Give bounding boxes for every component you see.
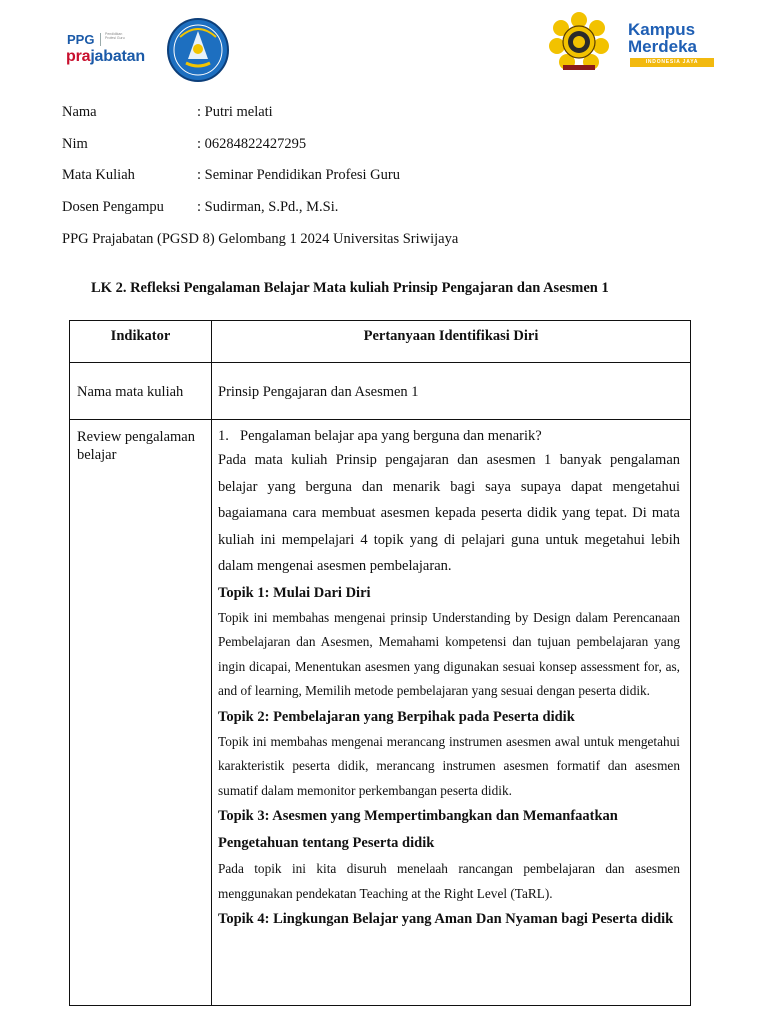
row-divider	[70, 419, 690, 420]
header-pertanyaan: Pertanyaan Identifikasi Diri	[363, 328, 539, 344]
column-divider	[211, 321, 212, 1005]
topic2-text: Topik ini membahas mengenai merancang instrumen asesmen awal untuk mengetahui karakteristik peserta didik, merancang instrumen asesmen formatif dan asesmen sumatif dalam memonitor perkembangan peserta didik.	[218, 733, 680, 798]
row2-answer	[218, 425, 680, 932]
topic3-title: Topik 3: Asesmen yang Mempertimbangkan dan Memanfaatkan Pengetahuan tentang Peserta didik	[218, 808, 618, 851]
km-logo-line1: Kampus	[628, 20, 696, 39]
question	[218, 425, 680, 447]
question-number: 1.	[218, 428, 229, 444]
row-divider	[70, 362, 690, 363]
topic3-text: Pada topik ini kita disuruh menelaah rancangan pembelajaran dan asesmen menggunakan pendekatan Teaching at the Right Level (TaRL).	[218, 861, 680, 901]
tut-wuri-handayani-logo	[166, 17, 230, 83]
km-logo-band	[630, 58, 714, 67]
ppg-logo-jabatan: jabatan	[90, 48, 145, 65]
topic2-title: Topik 2: Pembelajaran yang Berpihak pada Peserta didik	[218, 708, 575, 725]
topic1-text: Topik ini membahas mengenai prinsip Understanding by Design dalam Perencanaan Pembelajaran dan Asesmen, Memahami kompetensi dan tujuan pembelajaran yang ingin dicapai, Menentukan asesmen yang digunakan sesuai konsep assessment for, as, and of learning, Memilih metode pembelajaran yang sesuai dengan peserta didik.	[218, 609, 680, 698]
document-title: LK 2. Refleksi Pengalaman Belajar Mata kuliah Prinsip Pengajaran dan Asesmen 1	[91, 280, 609, 296]
ppg-logo-top: PPG	[67, 32, 95, 47]
reflection-table	[69, 320, 691, 1006]
info-value-nim: : 06284822427295	[197, 136, 307, 152]
info-value-mata-kuliah: : Seminar Pendidikan Profesi Guru	[197, 167, 400, 183]
topic4-title: Topik 4: Lingkungan Belajar yang Aman Dan Nyaman bagi Peserta didik	[218, 911, 674, 927]
km-logo-line2: Merdeka	[628, 37, 697, 56]
row1-indicator: Nama mata kuliah	[77, 384, 184, 400]
row1-answer: Prinsip Pengajaran dan Asesmen 1	[218, 384, 419, 400]
info-value-nama: : Putri melati	[197, 104, 273, 120]
ppg-logo-bottom	[66, 48, 145, 66]
question-text: Pengalaman belajar apa yang berguna dan menarik?	[240, 428, 542, 444]
km-logo-tagline: INDONESIA JAYA	[645, 59, 699, 65]
kampus-merdeka-logo	[626, 20, 718, 72]
ppg-prajabatan-logo	[65, 30, 157, 72]
unsri-logo	[549, 11, 609, 73]
ppg-logo-pra: pra	[66, 48, 91, 65]
row2-indicator: Review pengalaman belajar	[77, 429, 195, 463]
intro-paragraph: Pada mata kuliah Prinsip pengajaran dan asesmen 1 banyak pengalaman belajar yang berguna dan menarik bagi saya supaya dapat mengetahui bagaiamana cara membuat asesmen kepada peserta didik yang tepat. Di mata kuliah ini mempelajari 4 topik yang di pelajari guna untuk megetahui lebih dalam mengenai asesmen pembelajaran.	[218, 452, 680, 574]
info-program: PPG Prajabatan (PGSD 8) Gelombang 1 2024 Universitas Sriwijaya	[62, 231, 459, 247]
ppg-logo-small: Pendidikan Profesi Guru	[105, 32, 125, 40]
ppg-logo-divider	[100, 33, 101, 46]
info-value-dosen: : Sudirman, S.Pd., M.Si.	[197, 199, 339, 215]
info-label-nama: Nama	[62, 104, 97, 120]
topic1-title: Topik 1: Mulai Dari Diri	[218, 584, 371, 601]
info-label-nim: Nim	[62, 136, 88, 152]
header-indikator: Indikator	[110, 328, 171, 344]
info-label-dosen: Dosen Pengampu	[62, 199, 164, 215]
info-label-mata-kuliah: Mata Kuliah	[62, 167, 135, 183]
